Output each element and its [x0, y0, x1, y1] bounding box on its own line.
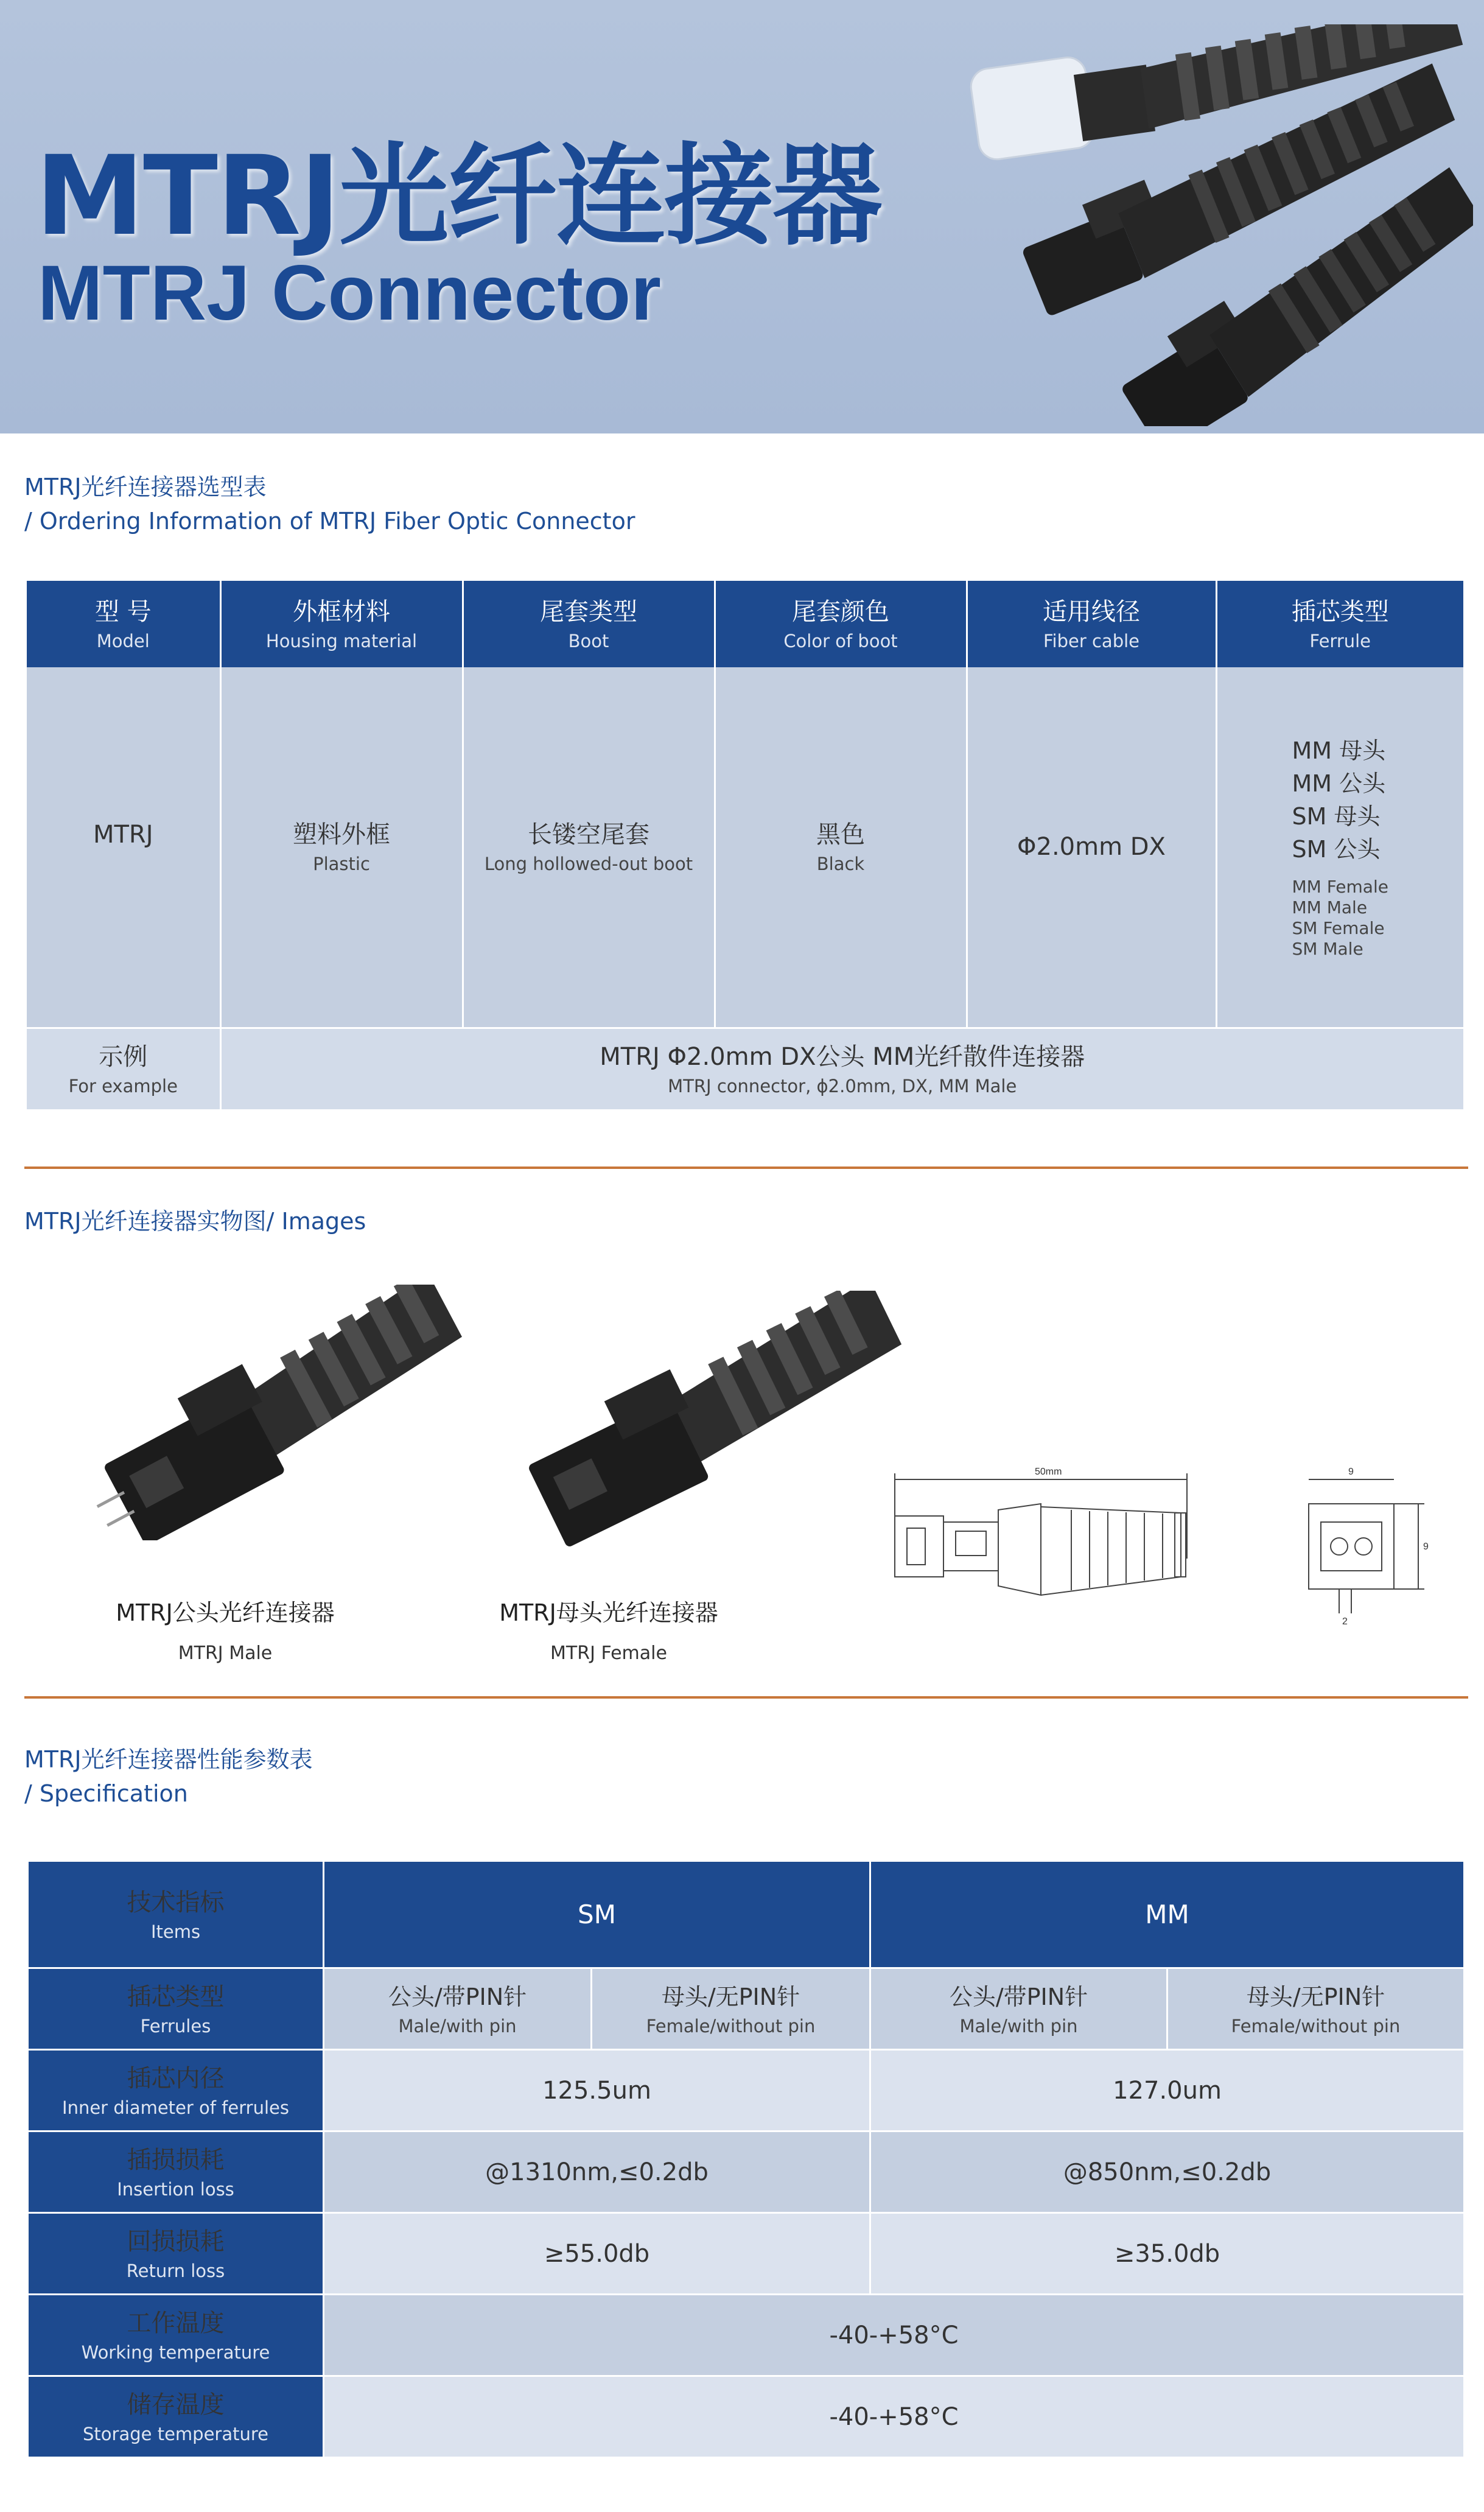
spec-ferrule-sm-female: 母头/无PIN针 Female/without pin — [592, 1968, 870, 2050]
spec-inner-sm: 125.5um — [324, 2050, 870, 2131]
spec-insertion-sm: @1310nm,≤0.2db — [324, 2131, 870, 2213]
col-header-boot: 尾套类型 Boot — [463, 581, 715, 667]
spec-return-label: 回损损耗 Return loss — [28, 2213, 324, 2295]
col-header-housing: 外框材料 Housing material — [220, 581, 463, 667]
spec-ferrule-sm-male: 公头/带PIN针 Male/with pin — [324, 1968, 592, 2050]
spec-row-inner-diameter — [28, 2050, 1465, 2131]
drawing-width-label: 9 — [1348, 1467, 1354, 1477]
female-caption-en: MTRJ Female — [550, 1643, 667, 1664]
ordering-heading — [24, 470, 635, 538]
section-divider — [24, 1696, 1468, 1699]
drawing-depth-label: 2 — [1342, 1616, 1348, 1626]
spec-ferrules-label: 插芯类型 Ferrules — [28, 1968, 324, 2050]
col-header-boot-color: 尾套颜色 Color of boot — [715, 581, 967, 667]
cell-ferrule — [1216, 667, 1463, 1028]
spec-mm-header: MM — [870, 1861, 1465, 1968]
cell-housing: 塑料外框 Plastic — [220, 667, 463, 1028]
spec-return-sm: ≥55.0db — [324, 2213, 870, 2295]
mtrj-female-photo — [475, 1291, 913, 1546]
connector-dimension-drawing — [889, 1455, 1467, 1626]
spec-ferrule-mm-female: 母头/无PIN针 Female/without pin — [1167, 1968, 1465, 2050]
cell-boot: 长镂空尾套 Long hollowed-out boot — [463, 667, 715, 1028]
col-header-fiber-cable: 适用线径 Fiber cable — [967, 581, 1216, 667]
spec-heading-cn: MTRJ光纤连接器性能参数表 — [24, 1746, 313, 1773]
male-caption-cn: MTRJ公头光纤连接器 — [116, 1599, 335, 1626]
spec-working-label: 工作温度 Working temperature — [28, 2295, 324, 2376]
spec-header-row — [28, 1861, 1465, 1968]
spec-inner-mm: 127.0um — [870, 2050, 1465, 2131]
spec-row-storage-temp — [28, 2376, 1465, 2458]
spec-row-ferrules — [28, 1968, 1465, 2050]
spec-return-mm: ≥35.0db — [870, 2213, 1465, 2295]
example-value: MTRJ Φ2.0mm DX公头 MM光纤散件连接器 MTRJ connector, ϕ2.0mm, DX, MM Male — [220, 1028, 1463, 1109]
ordering-data-row — [27, 667, 1463, 1028]
cell-boot-color: 黑色 Black — [715, 667, 967, 1028]
female-caption-cn: MTRJ母头光纤连接器 — [499, 1599, 718, 1626]
col-header-ferrule: 插芯类型 Ferrule — [1216, 581, 1463, 667]
spec-insertion-mm: @850nm,≤0.2db — [870, 2131, 1465, 2213]
hero-banner — [0, 0, 1484, 433]
ordering-heading-en: / Ordering Information of MTRJ Fiber Optic Connector — [24, 508, 635, 535]
spec-row-insertion-loss — [28, 2131, 1465, 2213]
male-caption-en: MTRJ Male — [178, 1643, 273, 1664]
banner-connector-photo — [950, 24, 1473, 426]
ordering-heading-cn: MTRJ光纤连接器选型表 — [24, 474, 267, 500]
banner-title-cn: MTRJ光纤连接器 — [35, 133, 881, 260]
spec-storage-label: 储存温度 Storage temperature — [28, 2376, 324, 2458]
spec-storage-value: -40-+58°C — [324, 2376, 1465, 2458]
banner-title-en: MTRJ Connector — [38, 250, 661, 337]
mtrj-male-photo — [61, 1285, 475, 1540]
col-header-model: 型 号 Model — [27, 581, 220, 667]
ordering-table — [27, 581, 1463, 1109]
ferrule-list: MM 母头 MM 公头 SM 母头 SM 公头 MM Female MM Male SM Female SM Male — [1292, 737, 1388, 960]
spec-heading — [24, 1742, 313, 1811]
spec-sm-header: SM — [324, 1861, 870, 1968]
spec-insertion-label: 插损损耗 Insertion loss — [28, 2131, 324, 2213]
spec-row-return-loss — [28, 2213, 1465, 2295]
drawing-height-label: 9 — [1423, 1542, 1429, 1552]
cell-fiber-cable: Φ2.0mm DX — [967, 667, 1216, 1028]
ordering-example-row — [27, 1028, 1463, 1109]
ordering-header-row — [27, 581, 1463, 667]
spec-table — [27, 1860, 1465, 2458]
spec-inner-label: 插芯内径 Inner diameter of ferrules — [28, 2050, 324, 2131]
section-divider — [24, 1167, 1468, 1169]
cell-model: MTRJ — [27, 667, 220, 1028]
spec-items-label: 技术指标 Items — [28, 1861, 324, 1968]
spec-heading-en: / Specification — [24, 1780, 188, 1807]
spec-row-working-temp — [28, 2295, 1465, 2376]
images-heading: MTRJ光纤连接器实物图/ Images — [24, 1208, 366, 1235]
spec-ferrule-mm-male: 公头/带PIN针 Male/with pin — [870, 1968, 1167, 2050]
spec-working-value: -40-+58°C — [324, 2295, 1465, 2376]
drawing-length-label: 50mm — [1035, 1467, 1062, 1477]
example-label: 示例 For example — [27, 1028, 220, 1109]
